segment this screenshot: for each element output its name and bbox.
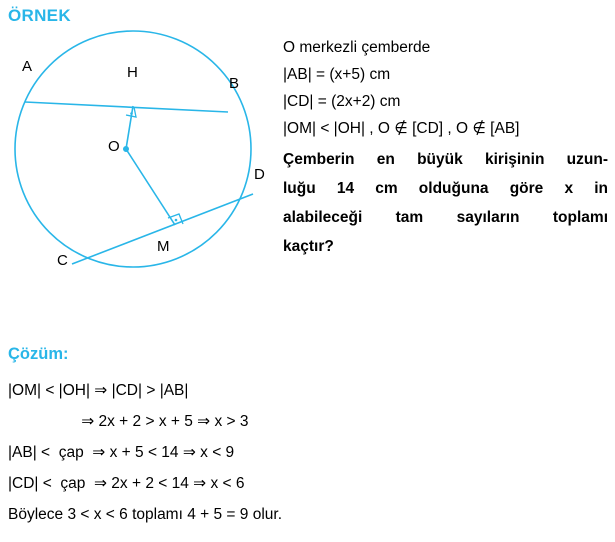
solution-line-1: |OM| < |OH| ⇒ |CD| > |AB| (8, 382, 189, 399)
circle-figure (0, 26, 280, 296)
statement-line-4: |OM| < |OH| , O ∉ [CD] , O ∉ [AB] (283, 120, 520, 137)
statement-line-2: |AB| = (x+5) cm (283, 66, 391, 83)
solution-line-5: Böylece 3 < x < 6 toplamı 4 + 5 = 9 olur. (8, 506, 283, 523)
statement-line-1: O merkezli çemberde (283, 39, 431, 56)
solution-line-2: ⇒ 2x + 2 > x + 5 ⇒ x > 3 (8, 413, 249, 430)
right-angle-mark-h (126, 107, 136, 117)
figure-label-d: D (254, 166, 265, 183)
question-line-2: luğu 14 cm olduğuna göre x in (283, 180, 608, 197)
problem-statement (283, 34, 608, 261)
question-block (283, 145, 608, 261)
figure-label-m: M (157, 238, 170, 255)
circle-diagram-svg (0, 26, 280, 296)
solution-title: Çözüm: (8, 345, 69, 363)
figure-label-b: B (229, 75, 240, 92)
figure-label-c: C (57, 252, 68, 269)
right-angle-dot-m (175, 219, 178, 222)
solution-line-3: |AB| < çap ⇒ x + 5 < 14 ⇒ x < 9 (8, 444, 235, 461)
question-line-3: alabileceği tam sayıların toplamı (283, 209, 608, 226)
chord-ab (25, 102, 228, 112)
figure-label-o: O (108, 138, 120, 155)
figure-label-h: H (127, 64, 138, 81)
example-title: ÖRNEK (8, 6, 71, 25)
statement-line-3: |CD| = (2x+2) cm (283, 93, 401, 110)
right-angle-dot-h (130, 112, 133, 115)
question-line-4: kaçtır? (283, 238, 334, 255)
solution-body (8, 375, 608, 530)
segment-om (126, 149, 175, 225)
center-point (123, 146, 129, 152)
question-line-1: Çemberin en büyük kirişinin uzun- (283, 151, 608, 168)
solution-line-4: |CD| < çap ⇒ 2x + 2 < 14 ⇒ x < 6 (8, 475, 245, 492)
figure-label-a: A (22, 58, 33, 75)
